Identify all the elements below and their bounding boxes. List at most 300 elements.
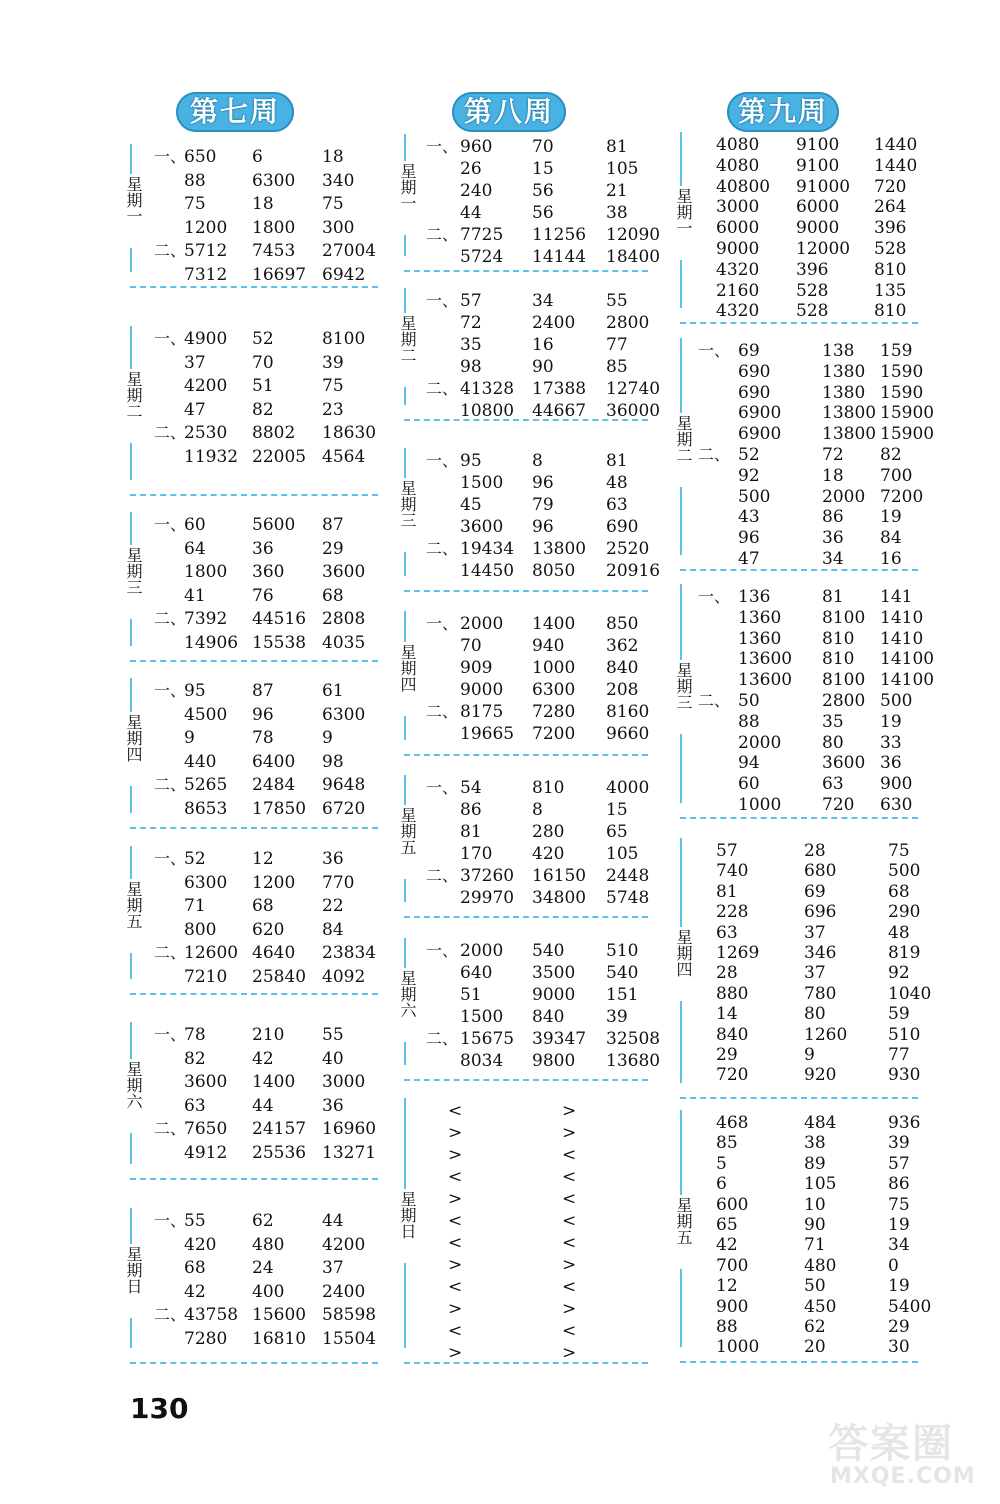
answer-value: 396 xyxy=(796,259,829,280)
answer-row xyxy=(154,1095,378,1117)
answer-value: 1269 xyxy=(716,943,760,963)
answer-value: 480 xyxy=(804,1255,837,1276)
answer-row xyxy=(426,843,648,865)
answer-value: 2520 xyxy=(606,539,650,559)
answer-value: > xyxy=(448,1299,463,1319)
answer-value: 61 xyxy=(322,681,344,701)
day-label: 星期日 xyxy=(124,1246,143,1294)
answer-value: 56 xyxy=(532,203,554,223)
answer-value: 75 xyxy=(888,841,910,861)
answer-value: 1380 xyxy=(822,361,866,382)
answer-value: 25840 xyxy=(252,966,307,987)
answer-value: < xyxy=(562,1167,577,1187)
answer-value: 9000 xyxy=(532,985,576,1005)
answer-row xyxy=(698,669,935,691)
answer-value: 37 xyxy=(184,352,206,373)
answer-value: 7650 xyxy=(184,1119,228,1139)
answer-value: 6942 xyxy=(322,264,366,285)
answer-value: 3600 xyxy=(184,1072,228,1092)
answer-value: 18 xyxy=(252,194,274,214)
day-rule xyxy=(404,1263,406,1348)
answer-row xyxy=(698,942,921,964)
answer-row xyxy=(426,1210,648,1232)
answer-row xyxy=(698,1044,918,1066)
answer-row xyxy=(426,962,648,984)
answer-value: > xyxy=(562,1343,577,1363)
answer-value: 86 xyxy=(888,1174,910,1195)
answer-value: < xyxy=(562,1277,577,1297)
answer-row xyxy=(698,402,935,424)
section-marker: 二、 xyxy=(154,943,187,962)
answer-row xyxy=(426,1342,648,1364)
answer-value: > xyxy=(562,1255,577,1275)
answer-row xyxy=(426,136,648,158)
answer-value: 98 xyxy=(460,357,482,377)
answer-value: 60 xyxy=(738,774,760,795)
dashed-separator xyxy=(404,1079,648,1081)
answer-row xyxy=(698,1112,921,1134)
day-block xyxy=(398,444,661,590)
day-label: 星期四 xyxy=(124,713,143,762)
answer-value: 33 xyxy=(880,732,902,753)
day-label: 星期五 xyxy=(398,806,417,855)
answer-value: 840 xyxy=(532,1007,565,1027)
answer-value: 15 xyxy=(532,159,554,179)
answer-value: 78 xyxy=(184,1025,206,1045)
answer-value: 75 xyxy=(322,376,344,396)
answer-value: 63 xyxy=(716,922,738,943)
day-rule xyxy=(404,1042,406,1066)
section-marker: 一、 xyxy=(154,147,187,166)
answer-value: < xyxy=(562,1189,577,1209)
answer-value: 72 xyxy=(822,445,844,465)
answer-value: 920 xyxy=(804,1065,837,1086)
answer-value: 9800 xyxy=(532,1051,576,1071)
answer-value: 141 xyxy=(880,587,913,607)
answer-row xyxy=(154,1142,378,1164)
answer-row xyxy=(426,494,648,516)
day-rule xyxy=(130,512,132,545)
day-rule xyxy=(404,716,406,741)
section-marker: 二、 xyxy=(426,702,459,721)
answer-value: 810 xyxy=(874,301,907,322)
answer-value: 68 xyxy=(888,881,910,902)
answer-value: 8653 xyxy=(184,798,228,819)
answer-row xyxy=(154,919,378,941)
answer-value: 15900 xyxy=(880,403,935,424)
section-marker: 一、 xyxy=(154,1025,187,1044)
answer-value: 25536 xyxy=(252,1142,307,1163)
answer-value: 1440 xyxy=(874,135,918,155)
dashed-separator xyxy=(680,1097,918,1099)
answer-value: 34 xyxy=(888,1235,910,1256)
answer-value: 4320 xyxy=(716,259,760,280)
answer-value: 34 xyxy=(822,549,844,569)
day-rule xyxy=(130,1318,132,1348)
answer-value: 44 xyxy=(252,1095,274,1116)
answer-value: 1590 xyxy=(880,382,924,403)
day-rule xyxy=(404,387,406,406)
day-block xyxy=(398,771,650,916)
answer-row xyxy=(698,259,918,281)
dashed-separator xyxy=(680,817,918,819)
answer-value: 696 xyxy=(804,902,837,923)
day-rule xyxy=(404,611,406,642)
answer-value: 2160 xyxy=(716,280,760,301)
week-column xyxy=(398,0,661,1504)
answer-value: 880 xyxy=(716,983,749,1004)
day-block xyxy=(674,334,935,569)
day-block xyxy=(124,140,378,286)
answer-value: 28 xyxy=(804,841,826,861)
answer-value: 20916 xyxy=(606,561,661,581)
answer-row xyxy=(154,399,378,421)
answer-value: 690 xyxy=(606,517,639,537)
answer-value: > xyxy=(448,1145,463,1165)
day-rule xyxy=(130,443,132,480)
answer-row xyxy=(154,798,378,820)
answer-value: 2448 xyxy=(606,866,650,886)
answer-value: 6300 xyxy=(252,170,296,191)
answer-value: 2400 xyxy=(322,1281,366,1302)
dashed-separator xyxy=(680,322,918,324)
answer-value: 800 xyxy=(184,919,217,940)
answer-value: < xyxy=(448,1101,463,1121)
answer-row xyxy=(698,196,918,218)
answer-value: 5 xyxy=(716,1153,727,1174)
answer-value: 65 xyxy=(716,1215,738,1235)
answer-value: 51 xyxy=(460,985,482,1005)
answer-value: 42 xyxy=(184,1281,206,1302)
dashed-separator xyxy=(404,754,648,756)
section-marker: 二、 xyxy=(426,866,459,885)
answer-row xyxy=(426,613,648,635)
day-block xyxy=(124,508,378,660)
day-rule xyxy=(680,584,682,660)
answer-value: 36 xyxy=(322,849,344,869)
answer-value: 396 xyxy=(874,218,907,239)
day-block xyxy=(674,1106,932,1361)
answer-value: 19665 xyxy=(460,724,515,744)
answer-value: 3600 xyxy=(822,753,866,774)
answer-value: 15900 xyxy=(880,424,935,445)
week-title-badge xyxy=(452,92,566,132)
answer-row xyxy=(426,984,648,1006)
dashed-separator xyxy=(404,590,648,592)
answer-row xyxy=(426,180,648,202)
answer-value: 81 xyxy=(460,822,482,842)
day-rule xyxy=(130,248,132,272)
answer-value: 44 xyxy=(460,203,482,223)
answer-value: > xyxy=(448,1255,463,1275)
answer-row xyxy=(698,711,918,733)
answer-row xyxy=(698,423,935,445)
answer-value: 64 xyxy=(184,538,206,559)
answer-value: 36 xyxy=(822,528,844,549)
answer-value: 3600 xyxy=(460,517,504,537)
day-block xyxy=(398,934,661,1079)
answer-value: 68 xyxy=(184,1258,206,1278)
answer-value: 88 xyxy=(716,1317,738,1337)
answer-row xyxy=(154,1234,378,1256)
answer-row xyxy=(698,444,918,466)
answer-value: 12 xyxy=(716,1276,738,1297)
day-label: 星期五 xyxy=(124,880,143,929)
week-title-badge xyxy=(176,92,294,132)
answer-row xyxy=(154,538,378,560)
day-label: 星期四 xyxy=(674,928,693,977)
answer-value: < xyxy=(448,1321,463,1341)
answer-value: 850 xyxy=(606,614,639,634)
dashed-separator xyxy=(130,993,378,995)
answer-value: 6400 xyxy=(252,751,296,772)
answer-value: 22005 xyxy=(252,446,307,467)
answer-row xyxy=(698,752,918,774)
answer-value: 15675 xyxy=(460,1029,515,1049)
answer-value: 540 xyxy=(606,963,639,983)
answer-value: 79 xyxy=(532,495,554,515)
answer-value: 82 xyxy=(880,445,902,465)
answer-row xyxy=(698,1024,921,1046)
answer-value: 1000 xyxy=(738,795,782,815)
section-marker: 二、 xyxy=(154,241,187,260)
answer-value: 3500 xyxy=(532,963,576,983)
answer-row xyxy=(698,155,918,177)
answer-value: 740 xyxy=(716,861,749,882)
answer-value: 13800 xyxy=(532,539,587,559)
answer-value: 264 xyxy=(874,197,907,218)
answer-value: 65 xyxy=(606,822,628,842)
answer-value: 208 xyxy=(606,680,639,700)
week-column xyxy=(124,0,378,1504)
answer-value: 6300 xyxy=(532,680,576,700)
answer-value: 55 xyxy=(184,1211,206,1231)
day-block xyxy=(398,1094,648,1363)
section-marker: 一、 xyxy=(426,941,459,960)
answer-value: 57 xyxy=(460,291,482,311)
dashed-separator xyxy=(130,660,378,662)
answer-value: 18 xyxy=(322,147,344,167)
answer-value: 17850 xyxy=(252,798,307,819)
answer-row xyxy=(154,217,378,239)
day-block xyxy=(674,128,918,322)
answer-value: 7280 xyxy=(532,702,576,722)
answer-value: 2000 xyxy=(738,732,782,753)
day-block xyxy=(398,130,661,270)
section-marker: 二、 xyxy=(154,1305,187,1324)
answer-value: 52 xyxy=(184,849,206,869)
answer-value: 5265 xyxy=(184,775,228,795)
answer-value: 71 xyxy=(184,896,206,916)
answer-value: 36 xyxy=(880,753,902,774)
answer-value: 43758 xyxy=(184,1305,239,1325)
answer-row xyxy=(154,240,378,262)
answer-value: 86 xyxy=(822,507,844,528)
answer-value: 77 xyxy=(888,1045,910,1065)
dashed-separator xyxy=(130,286,378,288)
answer-value: 362 xyxy=(606,636,639,656)
day-block xyxy=(674,580,935,817)
day-rule xyxy=(130,678,132,712)
answer-row xyxy=(426,312,648,334)
answer-value: 60 xyxy=(184,515,206,535)
answer-value: 484 xyxy=(804,1113,837,1133)
answer-value: 9100 xyxy=(796,135,840,155)
answer-value: 290 xyxy=(888,902,921,923)
answer-value: < xyxy=(448,1277,463,1297)
answer-row xyxy=(154,146,378,168)
answer-value: 6900 xyxy=(738,424,782,445)
answer-value: 3600 xyxy=(322,562,366,582)
answer-value: 770 xyxy=(322,872,355,893)
answer-value: 16150 xyxy=(532,866,587,886)
answer-value: 500 xyxy=(888,861,921,882)
answer-value: 86 xyxy=(460,800,482,820)
answer-value: 8160 xyxy=(606,702,650,722)
answer-value: 19 xyxy=(880,711,902,732)
answer-row xyxy=(698,300,918,322)
answer-value: 14100 xyxy=(880,649,935,670)
answer-value: 4500 xyxy=(184,704,228,725)
day-block xyxy=(124,1018,378,1178)
day-block xyxy=(398,607,650,754)
answer-row xyxy=(154,352,378,374)
answer-row xyxy=(698,1316,918,1338)
answer-value: 528 xyxy=(796,280,829,301)
answer-value: 690 xyxy=(738,361,771,382)
answer-value: 47 xyxy=(738,549,760,569)
answer-value: 14450 xyxy=(460,561,515,581)
day-label: 星期二 xyxy=(398,314,417,363)
answer-value: 9000 xyxy=(716,239,760,259)
answer-row xyxy=(154,375,378,397)
answer-value: 80 xyxy=(822,732,844,753)
dashed-separator xyxy=(404,916,648,918)
answer-value: 9648 xyxy=(322,775,366,795)
answer-value: 12 xyxy=(252,849,274,869)
answer-value: 640 xyxy=(460,963,493,983)
answer-row xyxy=(698,922,918,944)
answer-value: 1360 xyxy=(738,628,782,649)
answer-value: 96 xyxy=(738,528,760,549)
answer-value: 36000 xyxy=(606,401,661,421)
answer-row xyxy=(154,895,378,917)
section-marker: 一、 xyxy=(698,341,731,360)
day-label: 星期二 xyxy=(124,371,143,419)
answer-row xyxy=(698,1255,918,1277)
answer-value: 59 xyxy=(888,1004,910,1025)
answer-row xyxy=(698,628,924,650)
answer-value: 300 xyxy=(322,217,355,238)
answer-value: 82 xyxy=(184,1048,206,1069)
answer-row xyxy=(698,1173,918,1195)
answer-row xyxy=(698,527,918,549)
answer-value: 159 xyxy=(880,341,913,361)
answer-row xyxy=(698,690,918,712)
answer-value: 15600 xyxy=(252,1305,307,1325)
answer-value: 55 xyxy=(322,1025,344,1045)
section-marker: 一、 xyxy=(426,614,459,633)
answer-value: 1410 xyxy=(880,607,924,628)
answer-value: 6900 xyxy=(738,403,782,424)
answer-value: 98 xyxy=(322,751,344,772)
answer-value: 4900 xyxy=(184,329,228,349)
answer-row xyxy=(698,486,924,508)
section-marker: 二、 xyxy=(154,775,187,794)
answer-row xyxy=(154,1304,378,1326)
answer-row xyxy=(426,334,648,356)
answer-value: 6300 xyxy=(184,872,228,893)
answer-value: 9000 xyxy=(460,680,504,700)
answer-value: 105 xyxy=(606,844,639,864)
answer-value: 528 xyxy=(796,301,829,322)
answer-row xyxy=(426,1144,648,1166)
watermark-url: MXQE.COM xyxy=(830,1464,976,1489)
day-block xyxy=(124,1204,378,1362)
section-marker: 二、 xyxy=(154,1119,187,1138)
day-rule xyxy=(130,1208,132,1244)
answer-value: 84 xyxy=(880,528,902,549)
answer-value: 6720 xyxy=(322,798,366,819)
answer-row xyxy=(426,516,648,538)
answer-value: 8100 xyxy=(822,607,866,628)
answer-value: 12740 xyxy=(606,379,661,399)
week-title: 第八周 xyxy=(463,95,554,128)
answer-value: 77 xyxy=(606,335,628,355)
answer-row xyxy=(426,635,648,657)
answer-value: 38 xyxy=(804,1133,826,1154)
answer-value: 75 xyxy=(184,194,206,214)
answer-value: 52 xyxy=(738,445,760,465)
answer-row xyxy=(426,1254,648,1276)
day-rule xyxy=(680,838,682,927)
answer-value: 13800 xyxy=(822,403,877,424)
answer-row xyxy=(154,632,378,654)
answer-value: 44516 xyxy=(252,609,307,629)
answer-row xyxy=(426,657,648,679)
answer-row xyxy=(154,872,378,894)
answer-value: 14 xyxy=(716,1004,738,1025)
day-label: 星期日 xyxy=(398,1191,417,1239)
answer-value: 1400 xyxy=(532,614,576,634)
answer-value: 57 xyxy=(716,841,738,861)
day-rule xyxy=(404,879,406,903)
answer-row xyxy=(426,723,648,745)
answer-row xyxy=(698,1296,932,1318)
section-marker: 一、 xyxy=(154,1211,187,1230)
dashed-separator xyxy=(130,827,378,829)
answer-value: 19434 xyxy=(460,539,515,559)
answer-value: 4080 xyxy=(716,135,760,155)
answer-value: 400 xyxy=(252,1281,285,1302)
answer-value: 39347 xyxy=(532,1029,587,1049)
answer-value: 16810 xyxy=(252,1328,307,1349)
answer-value: 1040 xyxy=(888,983,932,1004)
answer-value: 11932 xyxy=(184,446,239,467)
answer-row xyxy=(426,1188,648,1210)
answer-value: 85 xyxy=(716,1133,738,1154)
answer-value: 500 xyxy=(738,486,771,507)
answer-value: 620 xyxy=(252,919,285,940)
answer-row xyxy=(698,1064,921,1086)
answer-value: 780 xyxy=(804,983,837,1004)
answer-value: 26 xyxy=(460,159,482,179)
answer-value: 41328 xyxy=(460,379,515,399)
answer-value: 7392 xyxy=(184,609,228,629)
answer-value: 170 xyxy=(460,844,493,864)
answer-value: 2530 xyxy=(184,423,228,443)
section-marker: 一、 xyxy=(426,778,459,797)
